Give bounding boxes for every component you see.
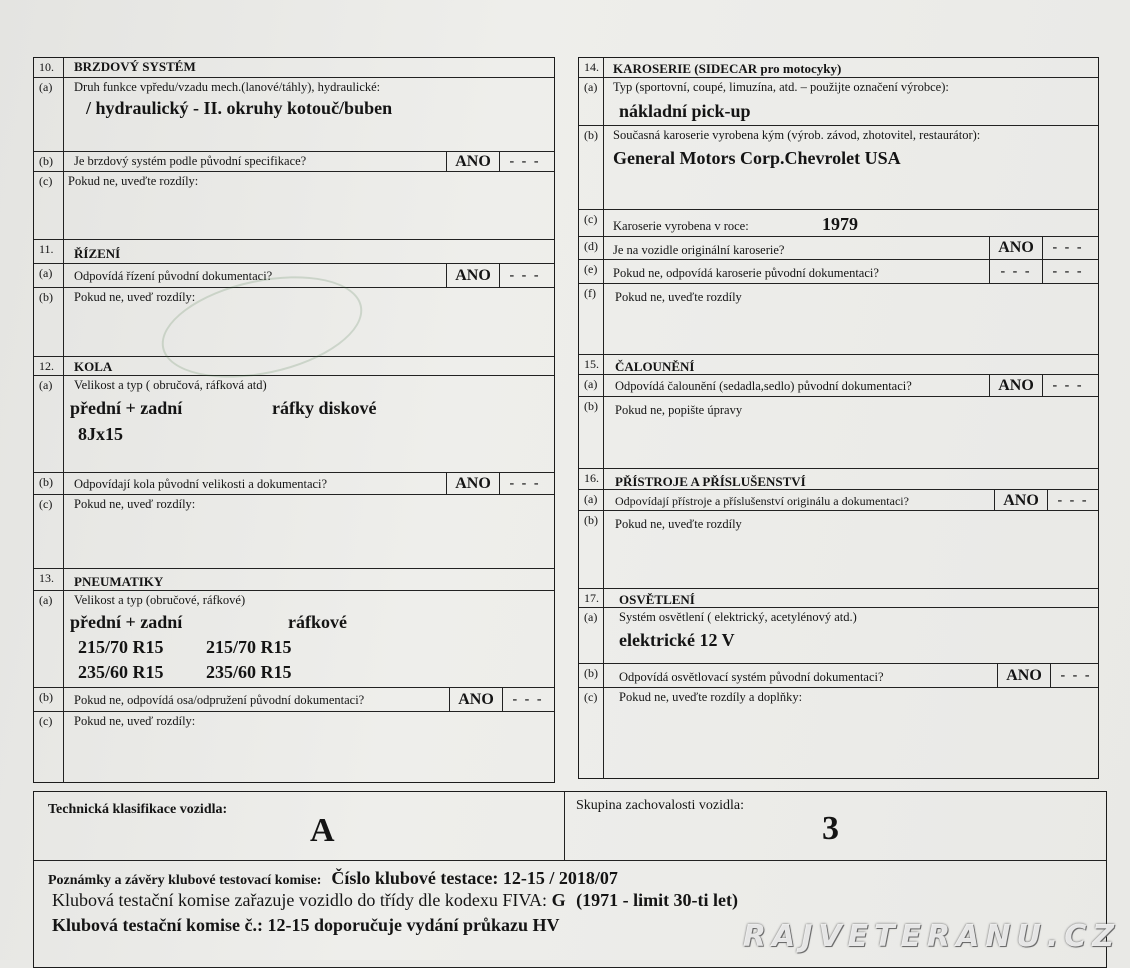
s12-b-ano[interactable]: ANO	[446, 473, 500, 495]
s15-b-text: Pokud ne, popište úpravy	[615, 403, 743, 417]
s16-b-text: Pokud ne, uveďte rozdíly	[615, 517, 742, 531]
s14-f-text: Pokud ne, uveďte rozdíly	[615, 290, 742, 304]
s13-b-ano[interactable]: ANO	[449, 688, 503, 712]
s17-b-text: Odpovídá osvětlovací systém původní dokumentaci?	[619, 670, 884, 684]
s15-title: ČALOUNĚNÍ	[615, 359, 695, 374]
s10-c	[34, 171, 554, 240]
s12-a-value2: ráfky diskové	[272, 398, 377, 418]
group-value: 3	[822, 810, 839, 847]
s13-b-text: Pokud ne, odpovídá osa/odpružení původní dokumentaci?	[74, 693, 365, 707]
s17-a	[579, 607, 1098, 664]
tech-label: Technická klasifikace vozidla:	[48, 802, 228, 817]
s13-c	[34, 711, 554, 783]
s10-a-label: (a)	[34, 78, 64, 152]
s14-header	[579, 58, 1098, 77]
s11-a-ano[interactable]: ANO	[446, 264, 500, 288]
line1-text: Klubová testační komise zařazuje vozidlo do třídy dle kodexu FIVA:	[52, 890, 548, 910]
s13-b-label: (b)	[34, 688, 64, 712]
s13-b-dash[interactable]: - - -	[512, 692, 544, 707]
s16-b-label: (b)	[579, 511, 604, 589]
tech-value: A	[310, 812, 335, 849]
s12-a-text: Velikost a typ ( obručová, ráfková atd)	[74, 378, 267, 392]
s10-a	[34, 77, 554, 152]
s13-title: PNEUMATIKY	[74, 574, 164, 589]
s17-c	[579, 687, 1098, 779]
s17-b-dash[interactable]: - - -	[1060, 668, 1092, 683]
s10-b-label: (b)	[34, 152, 64, 172]
s14-d	[579, 236, 1098, 260]
s17-a-value: elektrické 12 V	[619, 630, 735, 650]
s17-title: OSVĚTLENÍ	[619, 592, 695, 607]
line2-a: Klubová testační komise č.:	[52, 915, 263, 935]
s11-a-dash[interactable]: - - -	[509, 268, 541, 283]
s10-header	[34, 58, 554, 77]
s16-num: 16.	[579, 469, 604, 490]
s17-b-ano[interactable]: ANO	[997, 664, 1051, 688]
s14-b-label: (b)	[579, 126, 604, 210]
watermark-logo: RAJVETERANU.CZ	[742, 919, 1120, 954]
class-line	[52, 890, 738, 911]
s14-b-value: General Motors Corp.Chevrolet USA	[613, 148, 901, 168]
recommendation-line	[52, 915, 560, 936]
s10-a-value: / hydraulický - II. okruhy kotouč/buben	[86, 98, 393, 118]
s17-c-label: (c)	[579, 688, 604, 779]
s15-a-label: (a)	[579, 375, 604, 397]
s10-c-text: Pokud ne, uveďte rozdíly:	[68, 174, 199, 188]
s16-a-text: Odpovídají přístroje a příslušenství originálu a dokumentaci?	[615, 494, 909, 508]
s14-f-label: (f)	[579, 284, 604, 355]
line2-b: 12-15 doporučuje vydání průkazu HV	[267, 915, 560, 935]
s17-a-text: Systém osvětlení ( elektrický, acetylénový atd.)	[619, 610, 857, 624]
s14-a	[579, 77, 1098, 126]
s14-d-dash[interactable]: - - -	[1052, 240, 1084, 255]
s14-num: 14.	[579, 58, 604, 77]
line1-class: G	[551, 890, 566, 910]
s13-a-value1: přední + zadní	[70, 612, 183, 632]
s12-c	[34, 494, 554, 569]
s13-a-value4: 215/70 R15	[206, 637, 292, 657]
s13-header	[34, 568, 554, 591]
s14-e-dash[interactable]: - - -	[1052, 264, 1084, 279]
s11-b-text: Pokud ne, uveď rozdíly:	[74, 290, 196, 304]
s13-a-value2: ráfkové	[288, 612, 347, 632]
s17-b	[579, 663, 1098, 688]
s15-a	[579, 374, 1098, 397]
s16-header	[579, 468, 1098, 490]
s12-c-text: Pokud ne, uveď rozdíly:	[74, 497, 196, 511]
s14-title: KAROSERIE (SIDECAR pro motocyky)	[613, 61, 842, 76]
s14-e-ano[interactable]: - - -	[989, 260, 1043, 284]
s14-c-value: 1979	[822, 214, 858, 234]
s16-a-label: (a)	[579, 490, 604, 511]
s14-c-text: Karoserie vyrobena v roce:	[613, 219, 749, 233]
s12-b	[34, 472, 554, 495]
s15-b-label: (b)	[579, 397, 604, 469]
s14-a-label: (a)	[579, 78, 604, 126]
s13-a	[34, 590, 554, 688]
s11-a-label: (a)	[34, 264, 64, 288]
notes-line	[48, 868, 618, 889]
s12-title: KOLA	[74, 359, 113, 374]
s14-c-label: (c)	[579, 210, 604, 237]
s14-b-text: Současná karoserie vyrobena kým (výrob. závod, zhotovitel, restaurátor):	[613, 128, 981, 142]
s10-b	[34, 151, 554, 172]
s10-title: BRZDOVÝ SYSTÉM	[74, 59, 196, 74]
s17-header	[579, 588, 1098, 608]
s14-d-label: (d)	[579, 237, 604, 260]
s14-c	[579, 209, 1098, 237]
notes-label: Poznámky a závěry klubové testovací komise:	[48, 873, 322, 888]
s15-header	[579, 354, 1098, 375]
s12-num: 12.	[34, 357, 64, 376]
s15-a-text: Odpovídá čalounění (sedadla,sedlo) původní dokumentaci?	[615, 379, 912, 393]
s12-c-label: (c)	[34, 495, 64, 569]
s17-num: 17.	[579, 589, 604, 608]
s13-a-value3: 215/70 R15	[78, 637, 164, 657]
s16-a	[579, 489, 1098, 511]
s14-f	[579, 283, 1098, 355]
s16-b	[579, 510, 1098, 589]
s15-num: 15.	[579, 355, 604, 375]
s10-c-label: (c)	[34, 172, 64, 240]
s13-a-value6: 235/60 R15	[206, 662, 292, 682]
s12-b-dash[interactable]: - - -	[509, 476, 541, 491]
s14-a-text: Typ (sportovní, coupé, limuzína, atd. – použijte označení výrobce):	[613, 80, 949, 94]
s16-title: PŘÍSTROJE A PŘÍSLUŠENSTVÍ	[615, 474, 806, 489]
s10-a-text: Druh funkce vpředu/vzadu mech.(lanové/táhly), hydraulické:	[74, 80, 381, 94]
s13-num: 13.	[34, 569, 64, 591]
s14-e	[579, 259, 1098, 284]
s11-a-text: Odpovídá řízení původní dokumentaci?	[74, 269, 273, 283]
notes-number: Číslo klubové testace: 12-15 / 2018/07	[331, 868, 618, 888]
s12-a-value1: přední + zadní	[70, 398, 183, 418]
s14-a-value: nákladní pick-up	[619, 101, 751, 121]
s13-c-text: Pokud ne, uveď rozdíly:	[74, 714, 196, 728]
s13-a-text: Velikost a typ (obručové, ráfkové)	[74, 593, 246, 607]
s14-d-text: Je na vozidle originální karoserie?	[613, 243, 785, 257]
notes-divider	[34, 860, 1106, 861]
s10-b-dash[interactable]: - - -	[509, 154, 541, 169]
s11-b-label: (b)	[34, 288, 64, 357]
s15-a-dash[interactable]: - - -	[1052, 378, 1084, 393]
s15-b	[579, 396, 1098, 469]
s15-a-ano[interactable]: ANO	[989, 375, 1043, 397]
s17-c-text: Pokud ne, uveďte rozdíly a doplňky:	[619, 690, 803, 704]
s13-b	[34, 687, 554, 712]
s12-a	[34, 375, 554, 473]
s10-num: 10.	[34, 58, 64, 77]
s10-b-text: Je brzdový systém podle původní specifikace?	[74, 154, 307, 168]
s16-a-ano[interactable]: ANO	[994, 490, 1048, 511]
s17-b-label: (b)	[579, 664, 604, 688]
s12-a-value3: 8Jx15	[78, 424, 123, 444]
right-table	[578, 57, 1099, 779]
s11-title: ŘÍZENÍ	[74, 246, 121, 261]
s11-header	[34, 239, 554, 264]
s12-b-text: Odpovídají kola původní velikosti a dokumentaci?	[74, 477, 328, 491]
s14-b	[579, 125, 1098, 210]
s17-a-label: (a)	[579, 608, 604, 664]
s13-a-label: (a)	[34, 591, 64, 688]
s10-b-ano[interactable]: ANO	[446, 152, 500, 172]
s13-a-value5: 235/60 R15	[78, 662, 164, 682]
s16-a-dash[interactable]: - - -	[1057, 493, 1089, 508]
s12-a-label: (a)	[34, 376, 64, 473]
s14-e-text: Pokud ne, odpovídá karoserie původní dokumentaci?	[613, 266, 879, 280]
s13-c-label: (c)	[34, 712, 64, 783]
s11-num: 11.	[34, 240, 64, 264]
left-table	[33, 57, 555, 783]
group-label: Skupina zachovalosti vozidla:	[576, 798, 744, 813]
s14-e-label: (e)	[579, 260, 604, 284]
line1-rest: (1971 - limit 30-ti let)	[576, 890, 739, 910]
classification-divider	[564, 792, 565, 860]
s14-d-ano[interactable]: ANO	[989, 237, 1043, 260]
s12-b-label: (b)	[34, 473, 64, 495]
